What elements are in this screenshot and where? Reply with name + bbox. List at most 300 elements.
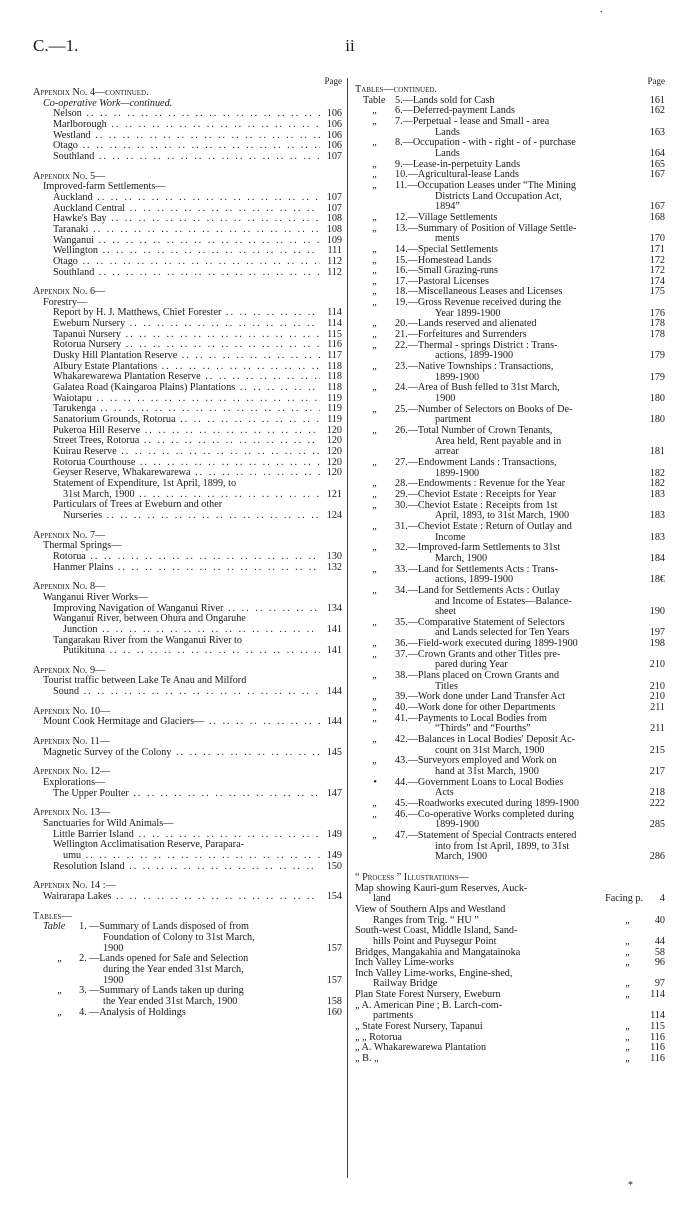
table-row — [355, 245, 665, 256]
table-page: 182 — [649, 478, 665, 490]
table-title: 19.—Gross Revenue received during the — [395, 297, 562, 309]
table-marker: „ — [57, 1006, 63, 1018]
table-title: 45.—Roadworks executed during 1899-1900 — [395, 797, 579, 809]
table-title: 5.—Lands sold for Cash — [395, 94, 495, 106]
table-page: 183 — [649, 531, 665, 543]
entry-title: Dusky Hill Plantation Reserve .. .. — [53, 351, 320, 362]
table-title: 30.—Cheviot Estate : Receipts from 1st — [395, 499, 558, 511]
table-title: and Lands selected for Ten Years — [435, 627, 570, 639]
table-row — [33, 965, 342, 976]
illustration-title: Plan State Forest Nursery, Eweburn — [355, 989, 501, 1001]
table-page: 211 — [650, 723, 665, 735]
process-illustrations — [355, 873, 665, 1065]
entry-list — [33, 109, 342, 162]
entry-title: Report by H. J. Matthews, Chief Forester .. .. — [53, 308, 320, 319]
table-title: Acts — [435, 787, 454, 799]
toc-entry — [33, 268, 342, 279]
illustration-page: 116 — [650, 1053, 665, 1065]
facing-label: Facing p. — [605, 893, 643, 905]
table-page: 167 — [649, 201, 665, 213]
illustration-page: 116 — [650, 1042, 665, 1054]
table-page: 179 — [649, 350, 665, 362]
table-title: Districts Land Occupation Act, — [435, 190, 562, 202]
table-marker: „ — [57, 953, 63, 965]
toc-entry — [33, 340, 342, 351]
table-title: 40.—Work done for other Departments — [395, 702, 556, 714]
entry-page: 141 — [326, 623, 342, 635]
table-page: 210 — [649, 691, 665, 703]
toc-entry — [33, 748, 342, 759]
ditto-mark: „ — [625, 1021, 631, 1033]
entry-title: Eweburn Nursery .. .. — [53, 319, 320, 330]
table-marker: „ — [372, 702, 378, 714]
table-row — [355, 224, 665, 235]
entry-page: 115 — [327, 328, 342, 340]
illustration-title: Inch Valley Lime-works — [355, 957, 454, 969]
entry-title: Southland .. .. — [53, 152, 320, 163]
section-title: Appendix No. 8— — [33, 581, 106, 593]
illustration-row — [355, 1054, 665, 1065]
entry-page: 106 — [326, 140, 342, 152]
appendix-5 — [33, 172, 342, 279]
toc-entry — [33, 141, 342, 152]
table-title: Income — [435, 531, 466, 543]
table-title: 23.—Native Townships : Transactions, — [395, 361, 554, 373]
entry-list — [33, 308, 342, 479]
toc-entry — [33, 468, 342, 479]
table-page: 176 — [649, 307, 665, 319]
entry-list — [33, 479, 342, 522]
appendix-4 — [33, 88, 342, 163]
toc-entry — [33, 892, 342, 903]
table-row — [355, 405, 665, 416]
entry-page: 124 — [326, 509, 342, 521]
table-page: 163 — [649, 126, 665, 138]
ditto-mark: „ — [625, 946, 631, 958]
ditto-mark: „ — [625, 1042, 631, 1054]
appendix-6 — [33, 287, 342, 521]
table-marker: „ — [372, 158, 378, 170]
table-title: 16.—Small Grazing-runs — [395, 265, 498, 277]
section-title: Appendix No. 4—continued. — [33, 87, 149, 98]
entry-title: Taranaki .. .. — [53, 225, 320, 236]
table-page: 218 — [649, 787, 665, 799]
right-column — [355, 76, 665, 1065]
section-title: “ Process ” Illustrations— — [355, 871, 469, 883]
toc-entry — [33, 308, 342, 319]
table-title: —Summary of Lands taken up during — [89, 985, 244, 997]
table-title: 7.—Perpetual - lease and Small - area — [395, 115, 550, 127]
section-subtitle: Forestry— — [43, 296, 88, 308]
table-title: 35.—Comparative Statement of Selectors — [395, 616, 565, 628]
entry-title: Otago .. .. — [53, 257, 320, 268]
entry-page: 107 — [326, 202, 342, 214]
table-marker: „ — [57, 985, 63, 997]
appendix-11 — [33, 737, 342, 758]
table-title: 11.—Occupation Leases under “The Mining — [395, 179, 576, 191]
table-title: sheet — [435, 606, 456, 618]
table-title: and Income of Estates—Balance- — [435, 595, 572, 607]
table-title: 1900 — [103, 942, 124, 954]
entry-title: Wanganui .. .. — [53, 236, 320, 247]
table-page: 183 — [649, 488, 665, 500]
illustration-page: 114 — [650, 989, 665, 1001]
entry-page: 118 — [327, 360, 342, 372]
section-subtitle: Co-operative Work—continued. — [43, 97, 173, 109]
entry-page: 141 — [326, 645, 342, 657]
entry-title: Galatea Road (Kaingaroa Plains) Plantations .. .. — [53, 383, 320, 394]
table-title: hand at 31st March, 1900 — [435, 766, 539, 777]
illustration-title: „ „ Rotorua — [355, 1031, 402, 1043]
table-title: 26.—Total Number of Crown Tenants, — [395, 425, 553, 436]
table-marker: „ — [372, 382, 378, 394]
entry-page: 120 — [326, 467, 342, 479]
table-title: 1900 — [435, 393, 456, 405]
toc-entry — [33, 120, 342, 131]
entry-page: 108 — [326, 213, 342, 225]
entry-title: Pukeroa Hill Reserve .. .. — [53, 426, 320, 437]
table-title: 42.—Balances in Local Bodies' Deposit Ac- — [395, 734, 576, 746]
table-row — [355, 597, 665, 608]
illustration-page: 4 — [659, 893, 665, 905]
toc-entry — [33, 436, 342, 447]
toc-entry — [33, 257, 342, 268]
table-marker: „ — [372, 808, 378, 820]
table-page: 217 — [649, 766, 665, 777]
table-row — [355, 298, 665, 309]
illustration-title: Bridges, Mangakahia and Mangatainoka — [355, 946, 521, 958]
table-number: 4. — [79, 1006, 87, 1018]
table-page: 285 — [649, 819, 665, 831]
illustration-page: 97 — [654, 978, 665, 990]
section-title: Tables—continued. — [355, 84, 437, 95]
ditto-mark: „ — [625, 914, 631, 926]
toc-entry — [33, 490, 342, 501]
entry-list — [33, 552, 342, 573]
illustration-page: 58 — [654, 946, 665, 958]
ditto-mark: „ — [625, 1053, 631, 1065]
table-page: 170 — [649, 233, 665, 245]
entry-title: Southland .. .. — [53, 268, 320, 279]
table-page: 286 — [649, 851, 665, 863]
entry-title: Rotorua Nursery .. .. — [53, 340, 320, 351]
entry-title: Marlborough .. .. — [53, 120, 320, 131]
entry-page: 120 — [326, 435, 342, 447]
toc-entry — [33, 383, 342, 394]
table-page: 222 — [649, 797, 665, 809]
entry-title: Otago .. .. — [53, 141, 320, 152]
table-marker: „ — [372, 169, 378, 181]
section-title: Appendix No. 6— — [33, 286, 106, 298]
table-title: 38.—Plans placed on Crown Grants and — [395, 670, 560, 682]
table-title: Titles — [435, 680, 458, 692]
table-marker: • — [373, 776, 377, 788]
table-page: 160 — [326, 1006, 342, 1018]
table-marker: „ — [372, 222, 378, 234]
table-page: 178 — [649, 329, 665, 341]
illustration-page: 44 — [654, 935, 665, 947]
entry-page: 149 — [326, 850, 342, 861]
entry-line-1: Wellington Acclimatisation Reserve, Parapara- — [53, 839, 244, 851]
table-title: 14.—Special Settlements — [395, 243, 498, 255]
table-row — [355, 671, 665, 682]
table-list — [33, 922, 342, 1018]
table-row — [355, 192, 665, 203]
table-page: 167 — [649, 169, 665, 181]
table-title: 8.—Occupation - with - right - of - purchase — [395, 137, 576, 149]
table-row — [355, 650, 665, 661]
table-title: 28.—Endowments : Revenue for the Year — [395, 478, 566, 490]
table-page: 197 — [649, 627, 665, 639]
table-row — [355, 852, 665, 863]
table-marker: „ — [372, 478, 378, 490]
table-title: 37.—Crown Grants and other Titles pre- — [395, 648, 561, 660]
appendix-14 — [33, 881, 342, 902]
table-page: 157 — [326, 974, 342, 986]
toc-entry — [33, 426, 342, 437]
ditto-mark: „ — [625, 1031, 631, 1043]
entry-title: Rotorua Courthouse .. .. — [53, 458, 320, 469]
illustration-title: hills Point and Puysegur Point — [373, 935, 497, 947]
table-marker: „ — [372, 361, 378, 373]
illustration-page: 96 — [654, 957, 665, 969]
toc-entry — [33, 458, 342, 469]
table-marker: „ — [372, 712, 378, 724]
table-title: 1894” — [435, 201, 460, 213]
tables-section — [33, 912, 342, 1019]
table-marker: Table — [43, 921, 66, 933]
table-title: 31.—Cheviot Estate : Return of Outlay and — [395, 520, 572, 532]
table-page: 190 — [649, 606, 665, 618]
entry-title: Mount Cook Hermitage and Glaciers— .. .. — [43, 717, 320, 728]
entry-line-1: Tangarakau River from the Wanganui River to — [53, 634, 242, 646]
section-title: Appendix No. 5— — [33, 170, 106, 182]
table-row — [33, 1008, 342, 1019]
table-title: actions, 1899-1900 — [435, 574, 514, 586]
entry-title: Magnetic Survey of the Colony .. .. — [43, 748, 320, 759]
toc-entry — [33, 131, 342, 142]
table-marker: „ — [372, 211, 378, 223]
entry-page: 106 — [326, 118, 342, 130]
table-page: 175 — [649, 286, 665, 298]
table-page: 210 — [649, 680, 665, 692]
entry-page: 107 — [326, 191, 342, 203]
table-title: 12.—Village Settlements — [395, 211, 498, 223]
table-row — [355, 181, 665, 192]
entry-title: Tapanui Nursery .. .. — [53, 330, 320, 341]
table-page: 210 — [649, 659, 665, 671]
scan-mark: ⸱ — [600, 7, 603, 18]
section-subtitle: Sanctuaries for Wild Animals— — [43, 818, 174, 830]
toc-entry — [33, 152, 342, 163]
toc-entry — [33, 415, 342, 426]
table-row — [355, 554, 665, 565]
table-page: 181 — [649, 446, 665, 458]
table-marker: „ — [372, 403, 378, 415]
illustration-page: 40 — [654, 914, 665, 926]
entry-page: 120 — [326, 424, 342, 436]
table-title: arrear — [435, 446, 459, 458]
table-title: —Lands opened for Sale and Selection — [89, 953, 249, 965]
table-row — [355, 522, 665, 533]
table-title: 29.—Cheviot Estate : Receipts for Year — [395, 488, 556, 500]
table-title: 36.—Field-work executed during 1899-1900 — [395, 638, 578, 650]
table-title: 18.—Miscellaneous Leases and Licenses — [395, 286, 563, 298]
illustration-page: 115 — [650, 1021, 665, 1033]
toc-entry — [33, 862, 342, 873]
entry-page: 108 — [326, 223, 342, 235]
entry-page: 109 — [326, 234, 342, 246]
table-marker: „ — [372, 286, 378, 298]
entry-list — [33, 614, 342, 657]
table-title: into from 1st April, 1899, to 31st — [435, 840, 570, 852]
table-marker: „ — [372, 297, 378, 309]
table-title: 34.—Land for Settlements Acts : Outlay — [395, 584, 560, 596]
table-title: 10.—Agricultural-lease Lands — [395, 169, 519, 181]
table-title: 24.—Area of Bush felled to 31st March, — [395, 382, 560, 394]
entry-page: 120 — [326, 446, 342, 457]
entry-page: 114 — [327, 307, 342, 319]
toc-entry — [33, 351, 342, 362]
entry-title: Wairarapa Lakes .. .. — [43, 892, 320, 903]
entry-title: The Upper Poulter .. .. — [53, 789, 320, 800]
section-title: Appendix No. 10— — [33, 705, 111, 717]
entry-title: Nurseries .. .. — [63, 511, 320, 522]
table-page: 182 — [649, 467, 665, 479]
toc-entry — [33, 204, 342, 215]
table-marker: „ — [372, 425, 378, 436]
illustration-page: 114 — [650, 1010, 665, 1022]
entry-title: Kuirau Reserve .. .. — [53, 447, 320, 458]
document-code: C.—1. — [33, 36, 79, 55]
table-marker: „ — [372, 318, 378, 330]
table-title: 1900 — [103, 974, 124, 986]
table-title: 39.—Work done under Land Transfer Act — [395, 691, 566, 703]
table-marker: „ — [372, 275, 378, 287]
table-number: 1. — [79, 921, 87, 933]
table-title: 13.—Summary of Position of Village Settle- — [395, 222, 577, 234]
entry-title: Rotorua .. .. — [53, 552, 320, 563]
table-row — [355, 362, 665, 373]
toc-entry — [33, 246, 342, 257]
table-marker: „ — [372, 755, 378, 767]
toc-entry — [33, 372, 342, 383]
table-title: April, 1893, to 31st March, 1900 — [435, 510, 570, 522]
entry-title: Wellington .. .. — [53, 246, 320, 257]
entry-title: Whakarewarewa Plantation Reserve .. .. — [53, 372, 320, 383]
table-marker: „ — [372, 542, 378, 554]
table-row — [355, 437, 665, 448]
table-page: 178 — [649, 318, 665, 330]
illustration-list — [355, 884, 665, 1065]
ditto-mark: „ — [625, 989, 631, 1001]
table-page: 161 — [649, 94, 665, 106]
table-title: 47.—Statement of Special Contracts entered — [395, 829, 577, 841]
table-marker: „ — [372, 670, 378, 682]
toc-entry — [33, 604, 342, 615]
entry-title: umu .. .. — [63, 851, 320, 862]
table-title: Foundation of Colony to 31st March, — [103, 931, 255, 943]
toc-entry — [33, 225, 342, 236]
section-title: Appendix No. 12— — [33, 766, 111, 778]
table-title: 1899-1900 — [435, 467, 480, 479]
illustration-title: Ranges from Trig. “ HU ” — [373, 914, 479, 926]
toc-entry — [33, 625, 342, 636]
table-page: 184 — [649, 552, 665, 564]
entry-page: 118 — [327, 382, 342, 394]
table-title: 46.—Co-operative Works completed during — [395, 808, 574, 820]
table-number: 2. — [79, 953, 87, 965]
entry-title: Geyser Reserve, Whakarewarewa .. .. — [53, 468, 320, 479]
table-marker: „ — [372, 829, 378, 841]
section-title: Appendix No. 9— — [33, 664, 106, 676]
section-subtitle: Improved-farm Settlements— — [43, 181, 166, 193]
table-title: March, 1900 — [435, 552, 488, 564]
table-title: March, 1900 — [435, 851, 488, 863]
table-title: 9.—Lease-in-perpetuity Lands — [395, 158, 521, 170]
toc-entry — [33, 789, 342, 800]
section-title: Appendix No. 7— — [33, 529, 106, 541]
table-marker: „ — [372, 265, 378, 277]
ditto-mark: „ — [625, 978, 631, 990]
entry-title: Albury Estate Plantations .. .. — [53, 362, 320, 373]
entry-page: 116 — [327, 339, 342, 351]
entry-title: Auckland .. .. — [53, 193, 320, 204]
table-title: 6.—Deferred-payment Lands — [395, 105, 515, 117]
entry-line-1: Tourist traffic between Lake Te Anau and Milford — [43, 675, 247, 687]
entry-page: 111 — [327, 245, 342, 257]
left-column — [33, 76, 342, 1018]
table-marker: Table — [363, 94, 386, 106]
table-marker: „ — [372, 488, 378, 500]
page-column-label: Page — [324, 76, 342, 86]
table-title: 1899-1900 — [435, 371, 480, 383]
table-title: Lands — [435, 147, 460, 159]
section-title: Appendix No. 11— — [33, 736, 110, 748]
toc-entry — [33, 362, 342, 373]
table-title: 1899-1900 — [435, 819, 480, 831]
entry-line-1: Particulars of Trees at Eweburn and other — [53, 499, 223, 511]
entry-page: 144 — [326, 686, 342, 698]
table-title: during the Year ended 31st March, — [103, 963, 244, 975]
toc-entry — [33, 646, 342, 657]
table-marker: „ — [372, 105, 378, 117]
table-row — [355, 213, 665, 224]
table-page: 180 — [649, 393, 665, 405]
illustration-title: „ State Forest Nursery, Tapanui — [355, 1021, 483, 1033]
illustration-title: „ A. American Pine ; B. Larch-com- — [355, 999, 503, 1011]
table-marker: „ — [372, 254, 378, 266]
illustration-title: Railway Bridge — [373, 978, 438, 990]
table-title: —Summary of Lands disposed of from — [89, 921, 249, 933]
table-page: 198 — [649, 638, 665, 650]
table-page: 172 — [649, 254, 665, 266]
toc-entry — [33, 214, 342, 225]
entry-page: 106 — [326, 129, 342, 141]
illustration-title: View of Southern Alps and Westland — [355, 903, 506, 915]
table-title: Area held, Rent payable and in — [435, 435, 562, 447]
appendix-12 — [33, 767, 342, 799]
appendix-9 — [33, 666, 342, 698]
table-page: 18€ — [649, 574, 665, 586]
table-title: 32.—Improved-farm Settlements to 31st — [395, 542, 561, 554]
toc-entry — [33, 404, 342, 415]
illustration-title: „ B. „ — [355, 1053, 379, 1065]
table-page: 165 — [649, 158, 665, 170]
entry-title: Westland .. .. — [53, 131, 320, 142]
table-page: 172 — [649, 265, 665, 277]
table-number: 3. — [79, 985, 87, 997]
